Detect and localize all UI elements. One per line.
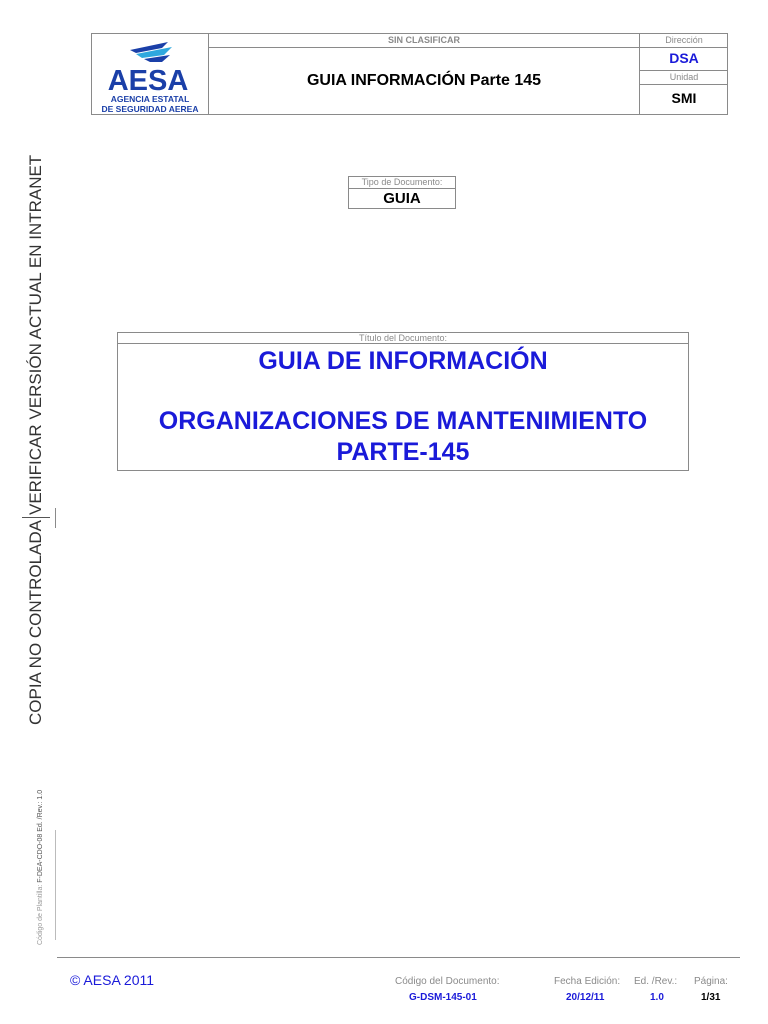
document-title-label: Título del Documento: <box>118 333 688 344</box>
divider <box>55 830 56 940</box>
direction-unit-column <box>639 34 728 114</box>
aesa-logo <box>92 34 208 114</box>
divider <box>55 508 56 528</box>
logo-line1: AGENCIA ESTATAL <box>110 94 190 104</box>
side-notice <box>20 150 50 725</box>
logo-line2: DE SEGURIDAD AEREA <box>101 104 199 114</box>
logo-brand: AESA <box>107 65 189 97</box>
document-type-box <box>348 176 456 209</box>
logo-cell <box>92 34 209 114</box>
footer-divider <box>57 957 740 958</box>
classification-label: SIN CLASIFICAR <box>209 34 639 48</box>
edition-date-label: Fecha Edición: <box>554 976 621 987</box>
divider <box>640 70 728 71</box>
ed-rev-value: 1.0 <box>650 992 664 1003</box>
document-type-label: Tipo de Documento: <box>349 177 455 189</box>
document-title-line3: PARTE-145 <box>336 438 470 466</box>
direccion-label: Dirección <box>665 35 703 45</box>
ed-rev-label: Ed. /Rev.: <box>634 976 678 987</box>
direccion-value: DSA <box>669 50 699 66</box>
copy-uncontrolled-text: COPIA NO CONTROLADA <box>26 520 45 725</box>
edition-date-value: 20/12/11 <box>566 992 605 1003</box>
divider <box>640 84 728 85</box>
template-code-label: Código de Plantilla: <box>37 882 44 945</box>
document-type-value: GUIA <box>383 190 421 207</box>
divider <box>22 517 50 518</box>
document-title-box <box>117 332 689 471</box>
header-title: GUIA INFORMACIÓN Parte 145 <box>306 72 542 89</box>
verify-version-text: VERIFICAR VERSIÓN ACTUAL EN INTRANET <box>26 154 45 516</box>
document-header <box>91 33 728 115</box>
page-number: 1/31 <box>701 992 721 1003</box>
template-code-value: F-DEA-CDO-08 Ed. /Rev.: 1.0 <box>37 789 44 883</box>
unidad-value: SMI <box>671 90 697 106</box>
divider <box>640 47 728 48</box>
doc-code-label: Código del Documento: <box>395 976 500 987</box>
doc-code-value: G-DSM-145-01 <box>409 992 477 1003</box>
unidad-label: Unidad <box>669 72 699 82</box>
template-code <box>36 775 46 945</box>
side-notice-text <box>22 150 50 725</box>
copyright: © AESA 2011 <box>70 972 155 988</box>
document-title-line2: ORGANIZACIONES DE MANTENIMIENTO <box>158 407 648 435</box>
document-title-line1: GUIA DE INFORMACIÓN <box>258 347 548 375</box>
page-label: Página: <box>694 976 728 987</box>
